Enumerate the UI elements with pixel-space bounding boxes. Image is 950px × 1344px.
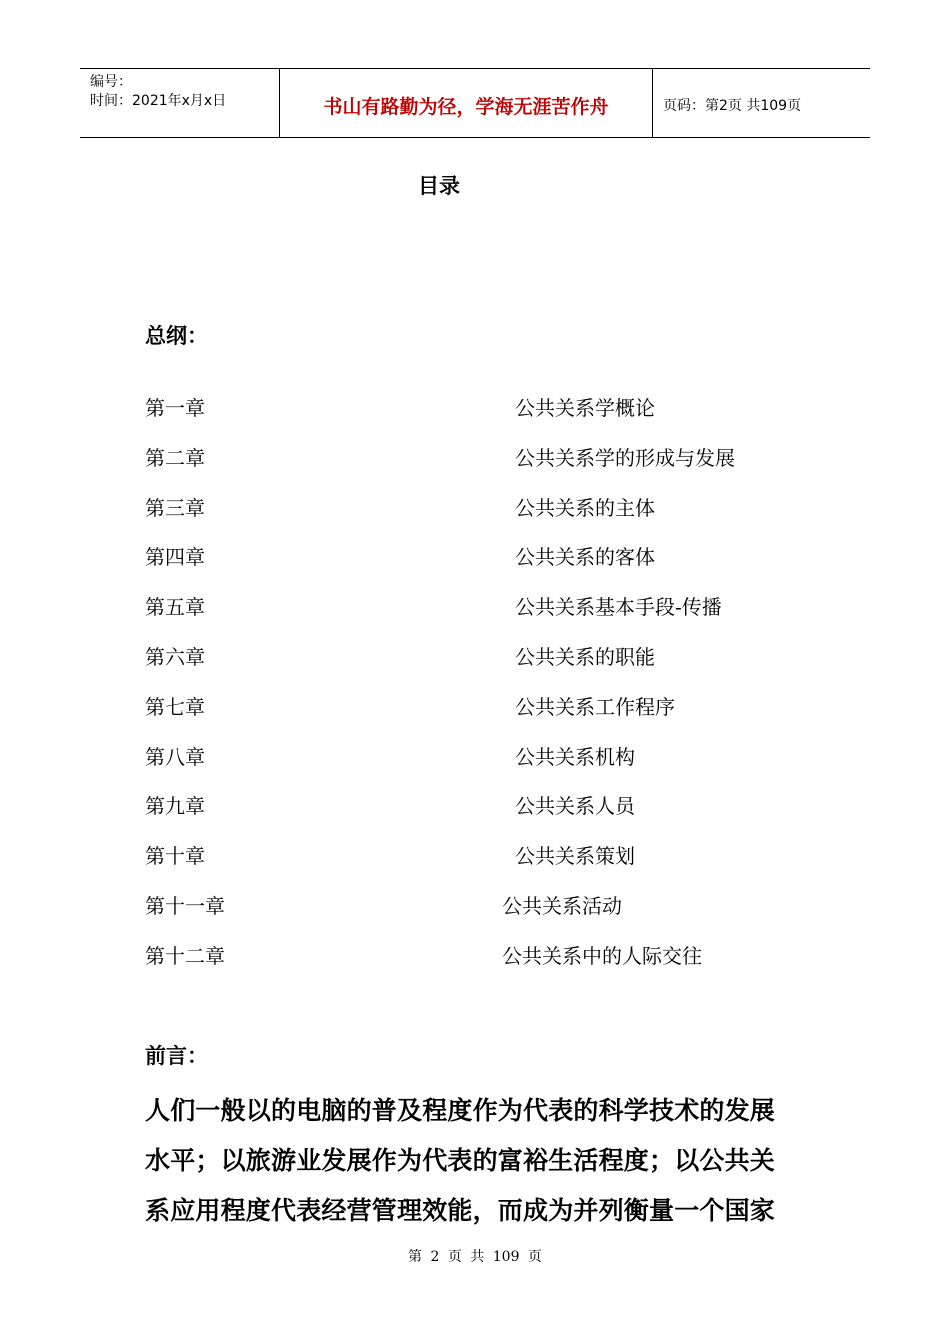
toc-chapter-title: 公共关系策划 [515, 844, 635, 869]
toc-chapter-title: 公共关系的客体 [515, 545, 655, 570]
toc-chapter-title: 公共关系的主体 [515, 495, 655, 520]
document-date-label: 时间：2021年x月x日 [90, 93, 227, 109]
toc-chapter-title: 公共关系学概论 [515, 396, 655, 420]
toc-chapter-number: 第三章 [145, 495, 205, 520]
header-page-info: 页码：第2页 共109页 [663, 98, 802, 114]
header-motto: 书山有路勤为径，学海无涯苦作舟 [280, 69, 653, 137]
toc-chapter-number: 第十章 [145, 844, 205, 869]
table-of-contents [145, 393, 845, 991]
toc-row [145, 642, 845, 692]
toc-row [145, 742, 845, 792]
toc-row [145, 891, 845, 941]
preface-line: 系应用程度代表经营管理效能，而成为并列衡量一个国家 [145, 1196, 776, 1225]
toc-row [145, 941, 845, 991]
preface-heading: 前言： [145, 1044, 208, 1068]
toc-chapter-number: 第六章 [145, 644, 205, 669]
outline-heading: 总纲： [145, 324, 208, 348]
header-meta [80, 69, 280, 137]
toc-chapter-title: 公共关系活动 [502, 893, 622, 918]
toc-chapter-number: 第十二章 [145, 943, 225, 968]
toc-chapter-number: 第二章 [145, 445, 205, 470]
toc-chapter-title: 公共关系人员 [515, 794, 635, 819]
preface-line: 水平；以旅游业发展作为代表的富裕生活程度；以公共关 [145, 1146, 776, 1175]
toc-row [145, 791, 845, 841]
toc-row [145, 592, 845, 642]
page-footer: 第 2 页 共 109 页 [408, 1249, 542, 1265]
toc-chapter-number: 第五章 [145, 595, 205, 620]
toc-row [145, 692, 845, 742]
toc-chapter-number: 第十一章 [145, 893, 225, 918]
page-header [80, 68, 870, 138]
toc-chapter-number: 第一章 [145, 396, 205, 420]
toc-chapter-title: 公共关系中的人际交往 [502, 943, 702, 968]
toc-chapter-title: 公共关系基本手段-传播 [515, 595, 722, 620]
toc-row [145, 493, 845, 543]
toc-chapter-number: 第七章 [145, 694, 205, 719]
toc-chapter-title: 公共关系机构 [515, 744, 635, 769]
toc-row [145, 443, 845, 493]
toc-chapter-title: 公共关系的职能 [515, 644, 655, 669]
toc-row [145, 841, 845, 891]
document-number-label: 编号： [90, 74, 132, 90]
toc-chapter-title: 公共关系工作程序 [515, 694, 675, 719]
toc-row [145, 542, 845, 592]
toc-chapter-number: 第九章 [145, 794, 205, 819]
preface-line: 人们一般以的电脑的普及程度作为代表的科学技术的发展 [145, 1096, 776, 1125]
toc-row [145, 393, 845, 443]
document-title: 目录 [418, 174, 460, 198]
preface-body [145, 1086, 815, 1236]
toc-chapter-number: 第八章 [145, 744, 205, 769]
toc-chapter-title: 公共关系学的形成与发展 [515, 445, 735, 470]
toc-chapter-number: 第四章 [145, 545, 205, 570]
